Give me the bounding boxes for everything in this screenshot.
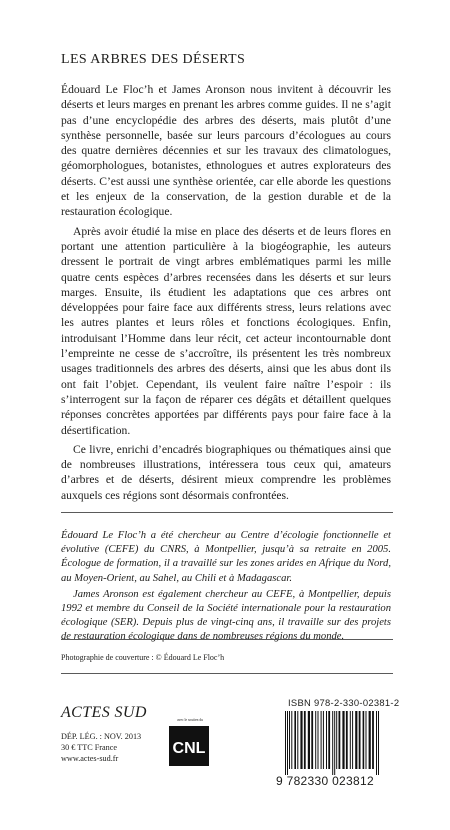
back-cover-title: LES ARBRES DES DÉSERTS	[61, 52, 246, 67]
barcode-bar	[294, 711, 296, 769]
barcode-bar	[308, 711, 310, 769]
barcode-bar	[369, 711, 371, 769]
summary-paragraph-3: Ce livre, enrichi d’encadrés biographiques ou thématiques ainsi que de nombreuses illustrations, intéressera tous ceux qui, amateurs d’arbres et de déserts, désirent mieux comprendre les problèmes auxquels ces régions sont désormais confrontées.	[61, 442, 391, 502]
barcode-bar	[352, 711, 353, 769]
photo-credit: Photographie de couverture : © Édouard Le Floc’h	[61, 653, 225, 662]
barcode-bar	[355, 711, 357, 769]
logo-caption: avec le soutien du	[177, 718, 203, 722]
barcode-bar	[315, 711, 316, 769]
summary-text	[61, 82, 391, 507]
barcode-bar	[318, 711, 319, 769]
barcode-bar	[342, 711, 344, 769]
barcode-bar	[378, 711, 379, 775]
cnl-logo-icon	[169, 726, 209, 766]
barcode-icon	[283, 711, 395, 775]
barcode-bar	[359, 711, 361, 769]
barcode-bar	[332, 711, 333, 775]
divider-bottom	[61, 673, 393, 674]
barcode-bar	[326, 711, 327, 769]
isbn-label: ISBN 978-2-330-02381-2	[288, 697, 400, 708]
barcode-bar	[346, 711, 348, 769]
barcode-bar	[336, 711, 337, 769]
bio-le-floch: Édouard Le Floc’h a été chercheur au Centre d’écologie fonctionnelle et évolutive (CEFE) du CNRS, à Montpellier, jusqu’à sa retraite en 2005. Écologue de formation, il a travaillé sur les zones arides en Afrique du Nord, au Moyen-Orient, au Sahel, au Chili et à Madagascar.	[61, 530, 391, 584]
author-bios	[61, 529, 391, 647]
barcode-bar	[363, 711, 365, 769]
barcode-bar	[339, 711, 341, 769]
barcode-bar	[291, 711, 292, 769]
legal-info	[61, 731, 141, 764]
barcode-bar	[287, 711, 288, 775]
cnl-logo-block	[169, 718, 211, 778]
barcode-bar	[304, 711, 306, 769]
barcode-bar	[285, 711, 286, 775]
barcode-bar	[350, 711, 351, 769]
divider-middle	[61, 639, 393, 640]
summary-paragraph-2: Après avoir étudié la mise en place des déserts et de leurs flores en portant une attention particulière à la biogéographie, les auteurs dressent le portrait de vingt arbres emblématiques parmi les mille quatre cents espèces d’arbres recensées dans les déserts et sur leurs marges. Ensuite, ils étudient les adaptations que ces arbres ont développées pour faire face aux différents stress, leurs relations avec les autres plantes et leurs rôles et fonctions écologiques. Enfin, introduisant l’Homme dans leur récit, cet acteur incontournable dont l’empreinte ne cesse de s’accroître, ils présentent les très nombreux usages traditionnels des arbres des déserts, ainsi que les abus dont ils ont fait l’objet. Cependant, ils veulent faire naître l’espoir : ils s’interrogent sur la façon de réparer ces dégâts et détaillent quelques réponses concrètes apportées par différents pays pour faire face à la désertification.	[61, 224, 391, 437]
barcode-bar	[300, 711, 302, 769]
website: www.actes-sud.fr	[61, 754, 119, 763]
barcode-bar	[366, 711, 367, 769]
barcode-bar	[297, 711, 298, 769]
barcode-bar	[328, 711, 330, 769]
barcode-bar	[321, 711, 322, 769]
cnl-logo-text: CNL	[172, 740, 206, 757]
barcode-bar	[311, 711, 313, 769]
divider-top	[61, 512, 393, 513]
summary-paragraph-1: Édouard Le Floc’h et James Aronson nous invitent à découvrir les déserts et leurs marges en prenant les arbres comme guides. Il ne s’agit pas d’une encyclopédie des arbres des déserts, mais plutôt d’une synthèse personnelle, basée sur leurs parcours d’écologues au cours des quatre dernières décennies et sur les travaux des climatologues, géomorphologues, botanistes, ethnologues et autres explorateurs des déserts. C’est aussi une synthèse orientée, car elle aborde les questions et les enjeux de la conservation, de la gestion durable et de la restauration écologique.	[61, 83, 391, 219]
barcode-bar	[323, 711, 324, 769]
price: 30 € TTC France	[61, 743, 118, 752]
barcode-digits: 9 782330 023812	[276, 774, 374, 788]
barcode-bar	[376, 711, 377, 775]
barcode-bar	[289, 711, 290, 769]
bio-aronson: James Aronson est également chercheur au CEFE, à Montpellier, depuis 1992 et membre du Conseil de la Société internationale pour la restauration écologique (SER). Depuis plus de vingt-cinq ans, il travaille sur des projets de restauration écologique dans de nombreuses régions du monde.	[61, 588, 391, 643]
legal-deposit: DÉP. LÉG. : NOV. 2013	[61, 732, 142, 741]
barcode-bar	[334, 711, 335, 775]
barcode-bar	[372, 711, 374, 769]
publisher-name: ACTES SUD	[61, 704, 147, 721]
